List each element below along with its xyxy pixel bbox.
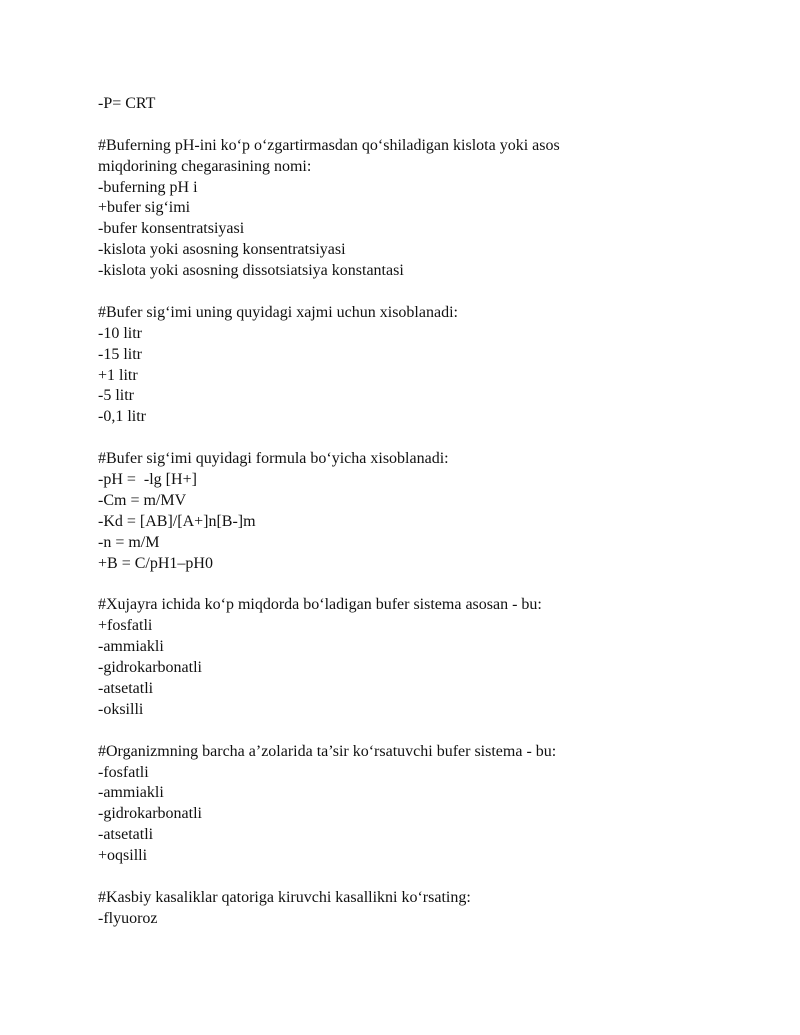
answer-option: -atsetatli [98, 679, 154, 697]
question-text: #Bufer sig‘imi uning quyidagi xajmi uchun xisoblanadi: [98, 303, 458, 321]
correct-answer-option: +bufer sig‘imi [98, 199, 191, 217]
answer-option: -gidrokarbonatli [98, 805, 202, 823]
answer-option: -15 litr [98, 345, 142, 363]
answer-option: -ammiakli [98, 784, 164, 802]
answer-option: -ammiakli [98, 638, 164, 656]
spacer [98, 282, 738, 303]
question-text: #Xujayra ichida ko‘p miqdorda bo‘ladigan bufer sistema asosan - bu: [98, 596, 542, 614]
answer-option: -n = m/M [98, 533, 160, 551]
question-text: #Buferning pH-ini ko‘p o‘zgartirmasdan qo‘shiladigan kislota yoki asos [98, 136, 560, 154]
correct-answer-option: +1 litr [98, 366, 138, 384]
answer-option: -buferning pH i [98, 178, 198, 196]
answer-option: -P= CRT [98, 95, 156, 112]
answer-option: -Cm = m/MV [98, 491, 187, 509]
document-page [98, 94, 738, 930]
answer-option: -Kd = [AB]/[A+]n[B-]m [98, 512, 256, 530]
answer-option: -oksilli [98, 700, 144, 718]
question-text: #Organizmning barcha a’zolarida ta’sir ko‘rsatuvchi bufer sistema - bu: [98, 742, 557, 760]
answer-option: -bufer konsentratsiyasi [98, 220, 245, 238]
answer-option: -fosfatli [98, 763, 149, 781]
correct-answer-option: +fosfatli [98, 617, 153, 635]
spacer [98, 867, 738, 888]
answer-option: -atsetatli [98, 826, 154, 844]
question-text: #Bufer sig‘imi quyidagi formula bo‘yicha xisoblanadi: [98, 450, 449, 468]
answer-option: -kislota yoki asosning dissotsiatsiya konstantasi [98, 262, 404, 280]
spacer [98, 574, 738, 595]
correct-answer-option: +oqsilli [98, 847, 148, 865]
answer-option: -0,1 litr [98, 408, 146, 426]
spacer [98, 428, 738, 449]
question-text: miqdorining chegarasining nomi: [98, 157, 312, 175]
answer-option: -gidrokarbonatli [98, 659, 202, 677]
spacer [98, 721, 738, 742]
answer-option: -5 litr [98, 387, 134, 405]
question-text: #Kasbiy kasaliklar qatoriga kiruvchi kasallikni ko‘rsating: [98, 888, 471, 906]
spacer [98, 115, 738, 136]
answer-option: -kislota yoki asosning konsentratsiyasi [98, 241, 346, 259]
answer-option: -flyuoroz [98, 909, 158, 927]
answer-option: -10 litr [98, 324, 142, 342]
answer-option: -pH = -lg [H+] [98, 471, 197, 489]
correct-answer-option: +B = C/pH1–pH0 [98, 554, 213, 572]
